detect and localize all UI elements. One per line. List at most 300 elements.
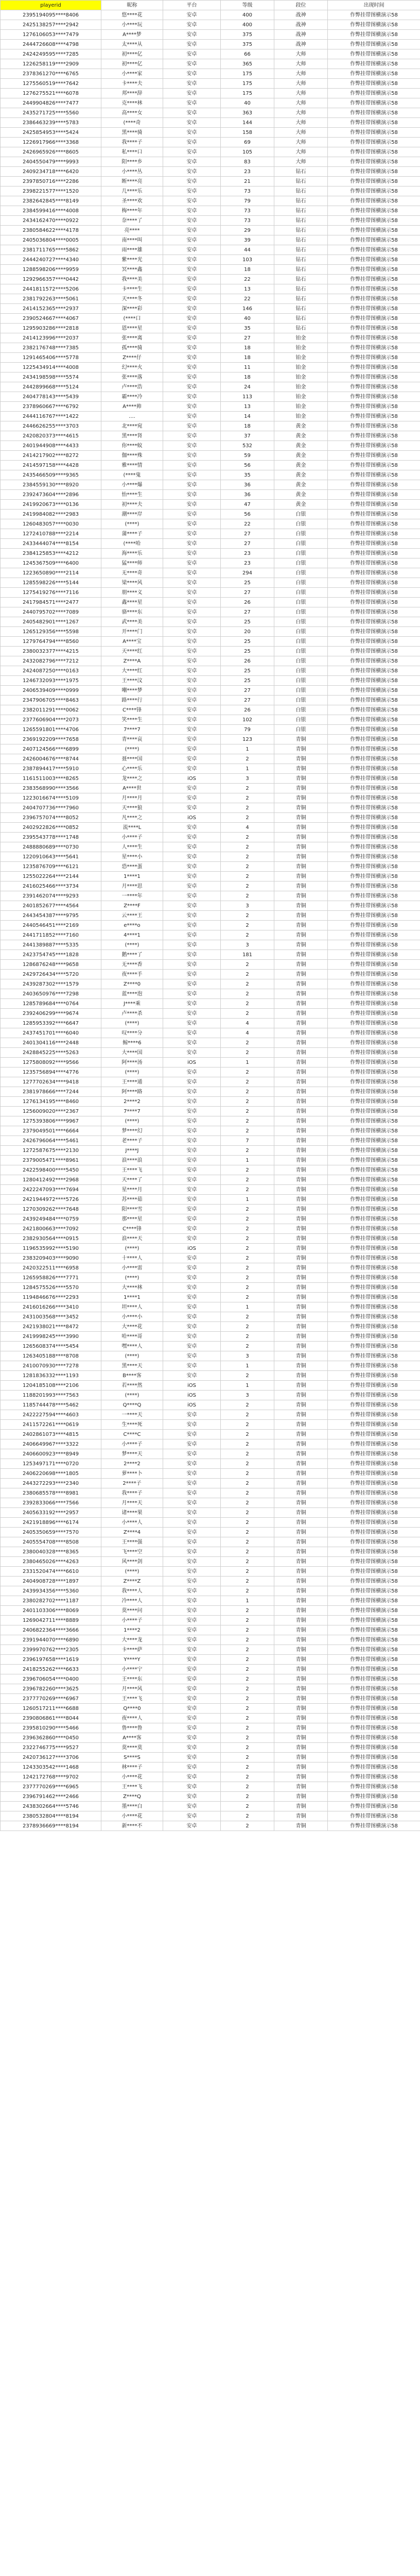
cell-platform: 安卓 <box>163 1205 221 1214</box>
cell-platform: 安卓 <box>163 1028 221 1038</box>
cell-platform: 安卓 <box>163 1762 221 1772</box>
cell-playerid: 2403650976****7298 <box>1 989 101 999</box>
cell-platform: 安卓 <box>163 1067 221 1077</box>
cell-playerid: 2488880689****0730 <box>1 842 101 852</box>
cell-rank: 钻石 <box>274 245 328 255</box>
cell-seen-time: 作弊挂带图横演示58 <box>328 157 420 167</box>
cell-rank: 大师 <box>274 147 328 157</box>
cell-rank: 青铜 <box>274 1391 328 1400</box>
cell-playerid: 2380032377****4215 <box>1 647 101 656</box>
cell-level: 2 <box>221 930 274 940</box>
cell-seen-time: 作弊挂带图横演示58 <box>328 735 420 744</box>
table-row <box>1 1625 420 1635</box>
cell-playerid: 2435271725****5560 <box>1 108 101 118</box>
cell-playerid: 1288598206****9959 <box>1 265 101 275</box>
cell-platform: 安卓 <box>163 1361 221 1371</box>
cell-seen-time: 作弊挂带图横演示58 <box>328 1273 420 1283</box>
cell-seen-time: 作弊挂带图横演示58 <box>328 882 420 891</box>
cell-playerid: 1272410788****2214 <box>1 529 101 539</box>
cell-platform: 安卓 <box>163 1048 221 1058</box>
cell-platform: 安卓 <box>163 470 221 480</box>
cell-rank: 钻石 <box>274 226 328 235</box>
cell-seen-time: 作弊挂带图横演示58 <box>328 265 420 275</box>
cell-platform: 安卓 <box>163 353 221 363</box>
table-row <box>1 1195 420 1205</box>
cell-seen-time: 作弊挂带图横演示58 <box>328 852 420 862</box>
cell-seen-time: 作弊挂带图横演示58 <box>328 539 420 549</box>
cell-nickname: 王****飞 <box>101 1165 163 1175</box>
cell-nickname: Q****Q <box>101 1400 163 1410</box>
cell-level: 2 <box>221 1430 274 1439</box>
cell-playerid: 2417984571****2477 <box>1 598 101 607</box>
cell-seen-time: 作弊挂带图横演示58 <box>328 382 420 392</box>
cell-playerid: 2440546451****2169 <box>1 921 101 930</box>
cell-seen-time: 作弊挂带图横演示58 <box>328 813 420 823</box>
cell-level: 1 <box>221 1302 274 1312</box>
cell-platform: 安卓 <box>163 676 221 686</box>
cell-nickname: 大****红 <box>101 666 163 676</box>
table-row <box>1 40 420 49</box>
cell-nickname: 月****风 <box>101 1684 163 1694</box>
cell-platform: 安卓 <box>163 1195 221 1205</box>
cell-playerid: 2395194095****8406 <box>1 10 101 20</box>
cell-nickname: 天****冬 <box>101 294 163 304</box>
cell-level: 2 <box>221 1165 274 1175</box>
table-row <box>1 1557 420 1567</box>
table-row <box>1 833 420 842</box>
cell-platform: 安卓 <box>163 666 221 676</box>
table-row <box>1 1175 420 1185</box>
cell-level: 400 <box>221 20 274 30</box>
cell-seen-time: 作弊挂带图横演示58 <box>328 637 420 647</box>
cell-level: 23 <box>221 549 274 558</box>
cell-rank: 青铜 <box>274 882 328 891</box>
cell-nickname: 萝****卜 <box>101 1469 163 1479</box>
cell-rank: 白银 <box>274 519 328 529</box>
cell-platform: 安卓 <box>163 686 221 696</box>
cell-rank: 钻石 <box>274 265 328 275</box>
table-row <box>1 598 420 607</box>
cell-level: 2 <box>221 1616 274 1625</box>
table-row <box>1 392 420 402</box>
cell-seen-time: 作弊挂带图横演示58 <box>328 970 420 979</box>
cell-rank: 黄金 <box>274 500 328 510</box>
cell-seen-time: 作弊挂带图横演示58 <box>328 10 420 20</box>
cell-level: 2 <box>221 1077 274 1087</box>
cell-level: 37 <box>221 431 274 441</box>
table-row <box>1 441 420 451</box>
cell-nickname: 月****天 <box>101 1498 163 1508</box>
cell-playerid: 2402861073****4815 <box>1 1430 101 1439</box>
cell-level: 144 <box>221 118 274 128</box>
table-row <box>1 265 420 275</box>
cell-level: 3 <box>221 774 274 784</box>
cell-playerid: 1270309262****7648 <box>1 1205 101 1214</box>
table-row <box>1 647 420 656</box>
cell-playerid: 2404908728****1897 <box>1 1577 101 1586</box>
table-row <box>1 1244 420 1253</box>
cell-playerid: 2438302664****5746 <box>1 1802 101 1811</box>
cell-level: 4 <box>221 1019 274 1028</box>
cell-platform: 安卓 <box>163 911 221 921</box>
cell-nickname: 卡****萨 <box>101 1645 163 1655</box>
cell-playerid: 1196535992****5190 <box>1 1244 101 1253</box>
cell-platform: 安卓 <box>163 294 221 304</box>
table-row <box>1 1293 420 1302</box>
table-row <box>1 725 420 735</box>
table-row <box>1 157 420 167</box>
cell-playerid: 2322746775****9527 <box>1 1743 101 1753</box>
table-row <box>1 950 420 960</box>
cell-level: 2 <box>221 1067 274 1077</box>
cell-platform: 安卓 <box>163 265 221 275</box>
cell-level: 400 <box>221 10 274 20</box>
cell-level: 3 <box>221 1391 274 1400</box>
table-row <box>1 1116 420 1126</box>
table-row <box>1 1753 420 1762</box>
table-row <box>1 1586 420 1596</box>
cell-level: 375 <box>221 30 274 40</box>
cell-seen-time: 作弊挂带图横演示58 <box>328 617 420 627</box>
cell-seen-time: 作弊挂带图横演示58 <box>328 1400 420 1410</box>
cell-rank: 铂金 <box>274 353 328 363</box>
cell-nickname: C****锋 <box>101 705 163 715</box>
cell-nickname: 小****爆 <box>101 480 163 490</box>
cell-playerid: 1275808092****9566 <box>1 1058 101 1067</box>
cell-level: 1 <box>221 1596 274 1606</box>
cell-nickname: 流****L <box>101 823 163 833</box>
cell-nickname: 卡****生 <box>101 284 163 294</box>
cell-rank: 青铜 <box>274 1185 328 1195</box>
cell-seen-time: 作弊挂带图横演示58 <box>328 1048 420 1058</box>
cell-seen-time: 作弊挂带图横演示58 <box>328 1322 420 1332</box>
cell-platform: 安卓 <box>163 59 221 69</box>
cell-platform: 安卓 <box>163 480 221 490</box>
cell-rank: 青铜 <box>274 1332 328 1342</box>
cell-rank: 青铜 <box>274 960 328 970</box>
cell-platform: 安卓 <box>163 69 221 79</box>
cell-nickname: 阳****乡 <box>101 157 163 167</box>
cell-nickname: 初****亿 <box>101 49 163 59</box>
cell-seen-time: 作弊挂带图横演示58 <box>328 343 420 353</box>
cell-rank: 青铜 <box>274 842 328 852</box>
cell-seen-time: 作弊挂带图横演示58 <box>328 1743 420 1753</box>
table-row <box>1 1224 420 1234</box>
cell-rank: 黄金 <box>274 470 328 480</box>
cell-level: 2 <box>221 1567 274 1577</box>
cell-platform: 安卓 <box>163 725 221 735</box>
cell-seen-time: 作弊挂带图横演示58 <box>328 627 420 637</box>
cell-seen-time: 作弊挂带图横演示58 <box>328 598 420 607</box>
cell-nickname: 4****1 <box>101 930 163 940</box>
cell-playerid: 2378936669****8194 <box>1 1821 101 1831</box>
cell-seen-time: 作弊挂带图横演示58 <box>328 744 420 754</box>
cell-seen-time: 作弊挂带图横演示58 <box>328 979 420 989</box>
cell-level: 27 <box>221 333 274 343</box>
cell-seen-time: 作弊挂带图横演示58 <box>328 1665 420 1674</box>
cell-nickname: 北****宛 <box>101 421 163 431</box>
cell-playerid: 1281836332****1193 <box>1 1371 101 1381</box>
cell-level: 69 <box>221 138 274 147</box>
cell-platform: 安卓 <box>163 1146 221 1156</box>
cell-playerid: 2431003568****3452 <box>1 1312 101 1322</box>
table-row <box>1 656 420 666</box>
table-row <box>1 275 420 284</box>
cell-rank: 大师 <box>274 79 328 89</box>
table-row <box>1 1146 420 1156</box>
table-row <box>1 363 420 372</box>
cell-playerid: 1275560519****7642 <box>1 79 101 89</box>
table-row <box>1 187 420 196</box>
cell-rank: 钻石 <box>274 304 328 314</box>
cell-platform: 安卓 <box>163 1263 221 1273</box>
cell-nickname: 梦****幻 <box>101 1126 163 1136</box>
cell-seen-time: 作弊挂带图横演示58 <box>328 1449 420 1459</box>
cell-nickname: (****) <box>101 1351 163 1361</box>
cell-playerid: 2377770269****6967 <box>1 1694 101 1704</box>
cell-nickname: 黑****骑 <box>101 128 163 138</box>
cell-platform: 安卓 <box>163 930 221 940</box>
cell-playerid: 2420736127****3706 <box>1 1753 101 1762</box>
cell-playerid: 2435466509****9365 <box>1 470 101 480</box>
cell-level: 2 <box>221 1772 274 1782</box>
cell-platform: iOS <box>163 774 221 784</box>
cell-level: 36 <box>221 490 274 500</box>
table-row <box>1 1762 420 1772</box>
cell-nickname: 小****子 <box>101 1616 163 1625</box>
cell-nickname: 鹅****了 <box>101 950 163 960</box>
table-row <box>1 1391 420 1400</box>
cell-playerid: 1161511003****8265 <box>1 774 101 784</box>
cell-seen-time: 作弊挂带图横演示58 <box>328 1674 420 1684</box>
cell-playerid: 1285789684****0764 <box>1 999 101 1009</box>
cell-rank: 铂金 <box>274 382 328 392</box>
cell-nickname: 生****死 <box>101 1420 163 1430</box>
cell-platform: 安卓 <box>163 979 221 989</box>
cell-nickname: 大****林 <box>101 1283 163 1293</box>
cell-platform: 安卓 <box>163 1567 221 1577</box>
cell-seen-time: 作弊挂带图横演示58 <box>328 705 420 715</box>
cell-level: 2 <box>221 1586 274 1596</box>
cell-platform: 安卓 <box>163 235 221 245</box>
cell-seen-time: 作弊挂带图横演示58 <box>328 324 420 333</box>
cell-platform: 安卓 <box>163 1430 221 1439</box>
table-row <box>1 1684 420 1694</box>
cell-platform: 安卓 <box>163 177 221 187</box>
cell-nickname: 张****离 <box>101 333 163 343</box>
table-row <box>1 970 420 979</box>
table-row <box>1 1058 420 1067</box>
cell-nickname: 小****雷 <box>101 1263 163 1273</box>
cell-rank: 青铜 <box>274 1537 328 1547</box>
cell-rank: 黄金 <box>274 480 328 490</box>
cell-platform: 安卓 <box>163 49 221 59</box>
table-row <box>1 421 420 431</box>
cell-platform: 安卓 <box>163 1107 221 1116</box>
cell-level: 20 <box>221 627 274 637</box>
cell-rank: 白银 <box>274 686 328 696</box>
cell-level: 2 <box>221 1459 274 1469</box>
cell-nickname: 一****天 <box>101 1410 163 1420</box>
cell-level: 2 <box>221 999 274 1009</box>
cell-rank: 青铜 <box>274 1469 328 1479</box>
table-row <box>1 803 420 813</box>
table-row <box>1 519 420 529</box>
cell-level: 2 <box>221 784 274 793</box>
cell-platform: 安卓 <box>163 206 221 216</box>
cell-level: 2 <box>221 1253 274 1263</box>
cell-level: 73 <box>221 216 274 226</box>
table-row <box>1 1165 420 1175</box>
cell-platform: 安卓 <box>163 441 221 451</box>
cell-playerid: 2443272293****2340 <box>1 1479 101 1488</box>
cell-rank: 白银 <box>274 598 328 607</box>
cell-seen-time: 作弊挂带图横演示58 <box>328 1635 420 1645</box>
table-row <box>1 284 420 294</box>
cell-nickname: 星****小 <box>101 852 163 862</box>
cell-rank: 黄金 <box>274 431 328 441</box>
cell-level: 3 <box>221 901 274 911</box>
cell-nickname: 卢****杀 <box>101 1009 163 1019</box>
cell-playerid: 2421938021****8472 <box>1 1322 101 1332</box>
cell-platform: 安卓 <box>163 1498 221 1508</box>
cell-playerid: 2421800663****7092 <box>1 1224 101 1234</box>
cell-playerid: 2441389887****5335 <box>1 940 101 950</box>
cell-level: 35 <box>221 324 274 333</box>
cell-platform: 安卓 <box>163 490 221 500</box>
cell-seen-time: 作弊挂带图横演示58 <box>328 1293 420 1302</box>
cell-seen-time: 作弊挂带图横演示58 <box>328 235 420 245</box>
cell-platform: 安卓 <box>163 1802 221 1811</box>
cell-platform: 安卓 <box>163 705 221 715</box>
cell-platform: iOS <box>163 1381 221 1391</box>
cell-seen-time: 作弊挂带图横演示58 <box>328 275 420 284</box>
cell-nickname: 天****狼 <box>101 803 163 813</box>
cell-nickname: 断****亮 <box>101 177 163 187</box>
table-row <box>1 1449 420 1459</box>
cell-playerid: 1225434914****4008 <box>1 363 101 372</box>
cell-rank: 钻石 <box>274 284 328 294</box>
cell-level: 181 <box>221 950 274 960</box>
cell-playerid: 2377606904****2073 <box>1 715 101 725</box>
table-row <box>1 470 420 480</box>
cell-rank: 白银 <box>274 510 328 519</box>
cell-rank: 大师 <box>274 138 328 147</box>
cell-seen-time: 作弊挂带图横演示58 <box>328 363 420 372</box>
cell-seen-time: 作弊挂带图横演示58 <box>328 823 420 833</box>
cell-nickname: 心****乐 <box>101 764 163 774</box>
cell-platform: 安卓 <box>163 862 221 872</box>
cell-nickname: 高****女 <box>101 108 163 118</box>
cell-rank: 白银 <box>274 617 328 627</box>
cell-seen-time: 作弊挂带图横演示58 <box>328 461 420 470</box>
cell-seen-time: 作弊挂带图横演示58 <box>328 1577 420 1586</box>
cell-playerid: 1284575526****5570 <box>1 1283 101 1293</box>
cell-playerid: 2402922826****0852 <box>1 823 101 833</box>
cell-level: 2 <box>221 1674 274 1684</box>
cell-rank: 钻石 <box>274 206 328 216</box>
cell-platform: 安卓 <box>163 1116 221 1126</box>
cell-level: 2 <box>221 1792 274 1802</box>
cell-level: 13 <box>221 284 274 294</box>
cell-platform: 安卓 <box>163 1586 221 1596</box>
cell-nickname: 嘿****人 <box>101 1342 163 1351</box>
cell-rank: 青铜 <box>274 1205 328 1214</box>
cell-rank: 大师 <box>274 89 328 98</box>
cell-playerid: 2401944908****4433 <box>1 441 101 451</box>
cell-rank: 钻石 <box>274 294 328 304</box>
cell-playerid: 2381711765****5862 <box>1 245 101 255</box>
cell-rank: 钻石 <box>274 177 328 187</box>
table-row <box>1 1028 420 1038</box>
cell-playerid: 2419998245****3990 <box>1 1332 101 1342</box>
cell-rank: 青铜 <box>274 1635 328 1645</box>
cell-playerid: 2392406299****9674 <box>1 1009 101 1019</box>
cell-seen-time: 作弊挂带图横演示58 <box>328 98 420 108</box>
cell-nickname: 奈****了 <box>101 216 163 226</box>
cell-level: 25 <box>221 578 274 588</box>
table-row <box>1 823 420 833</box>
cell-seen-time: 作弊挂带图横演示58 <box>328 353 420 363</box>
cell-nickname: 梁****风 <box>101 578 163 588</box>
cell-platform: 安卓 <box>163 128 221 138</box>
table-row <box>1 1361 420 1371</box>
cell-nickname: 小****花 <box>101 1772 163 1782</box>
table-row <box>1 637 420 647</box>
table-row <box>1 1430 420 1439</box>
cell-playerid: 2443454387****9795 <box>1 911 101 921</box>
cell-platform: 安卓 <box>163 382 221 392</box>
cell-seen-time: 作弊挂带图横演示58 <box>328 30 420 40</box>
cell-playerid: 2390524667****4067 <box>1 314 101 324</box>
cell-platform: 安卓 <box>163 519 221 529</box>
cell-level: 2 <box>221 1410 274 1420</box>
cell-platform: 安卓 <box>163 40 221 49</box>
cell-nickname: 黑****天 <box>101 1361 163 1371</box>
cell-platform: 安卓 <box>163 793 221 803</box>
cell-rank: 青铜 <box>274 901 328 911</box>
cell-level: 23 <box>221 167 274 177</box>
cell-seen-time: 作弊挂带图横演示58 <box>328 1175 420 1185</box>
cell-seen-time: 作弊挂带图横演示58 <box>328 1420 420 1430</box>
table-row <box>1 118 420 128</box>
cell-nickname: 梅****年 <box>101 206 163 216</box>
table-row <box>1 98 420 108</box>
cell-platform: 安卓 <box>163 108 221 118</box>
cell-level: 105 <box>221 147 274 157</box>
cell-seen-time: 作弊挂带图横演示58 <box>328 862 420 872</box>
cell-platform: 安卓 <box>163 960 221 970</box>
table-row <box>1 294 420 304</box>
cell-nickname: 冷****人 <box>101 1596 163 1606</box>
cell-playerid: 1280412492****2968 <box>1 1175 101 1185</box>
cell-seen-time: 作弊挂带图横演示58 <box>328 1772 420 1782</box>
table-row <box>1 1107 420 1116</box>
cell-playerid: 2396791462****2466 <box>1 1792 101 1802</box>
cell-seen-time: 作弊挂带图横演示58 <box>328 412 420 421</box>
cell-seen-time: 作弊挂带图横演示58 <box>328 647 420 656</box>
table-row <box>1 1283 420 1293</box>
cell-rank: 大师 <box>274 59 328 69</box>
cell-rank: 大师 <box>274 128 328 138</box>
cell-playerid: 2421944972****5726 <box>1 1195 101 1205</box>
cell-seen-time: 作弊挂带图横演示58 <box>328 40 420 49</box>
cell-level: 13 <box>221 402 274 412</box>
cell-seen-time: 作弊挂带图横演示58 <box>328 1028 420 1038</box>
cell-seen-time: 作弊挂带图横演示58 <box>328 1136 420 1146</box>
cell-seen-time: 作弊挂带图横演示58 <box>328 480 420 490</box>
cell-platform: 安卓 <box>163 637 221 647</box>
